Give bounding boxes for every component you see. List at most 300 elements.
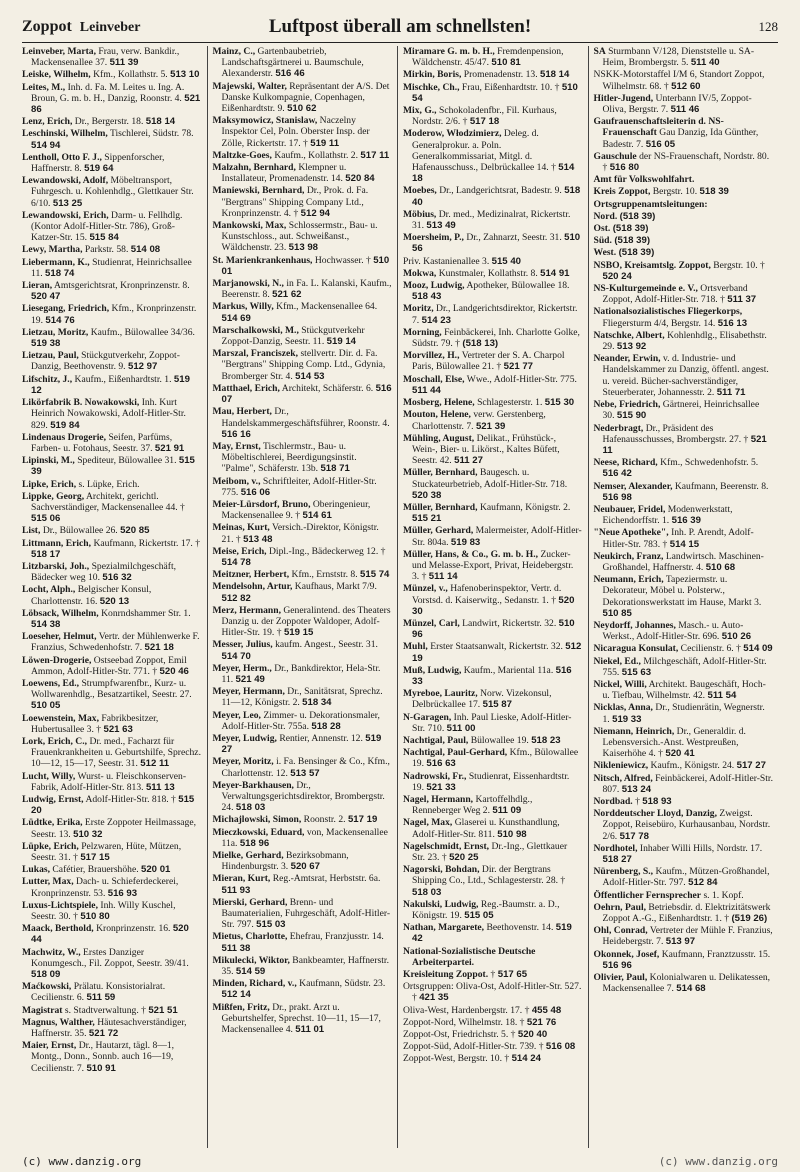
entry-details: Kaufm., Bülowallee 34/36. xyxy=(90,326,195,338)
entry-phone: 518 17 xyxy=(31,548,61,560)
entry-name: Gauschule xyxy=(593,150,637,162)
entry-name: Mix, G., xyxy=(403,105,437,117)
entry-name: Meyer, Ludwig, xyxy=(212,732,277,744)
entry-details: Gartenbaubetrieb, Landschaftsgärtnerei u. Baumschule, Alexanderstr. xyxy=(221,46,364,80)
entry-details: Zucker- und Melasse-Export, Privat, Heidebergstr. 3. † xyxy=(412,548,574,583)
entry-details: Malermeister, Adolf-Hitler-Str. 804a. xyxy=(412,525,582,548)
entry-details: Dr., Studienrätin, Wegnerstr. 1. xyxy=(602,702,765,725)
entry-name: Nathan, Margarete, xyxy=(403,922,485,934)
entry-phone: 518 03 xyxy=(235,802,266,814)
entry-name: Mierski, Gerhard, xyxy=(212,896,288,908)
entry-name: Meyer, Leo, xyxy=(212,709,261,721)
entry-details: Dr., Sanitätsrat, Sprechz. 11—12, Königstr. 2. xyxy=(221,686,383,709)
directory-entry xyxy=(22,736,202,770)
directory-entry xyxy=(594,620,774,642)
entry-phone: 513 98 xyxy=(288,242,318,254)
entry-name: Hitler-Jugend, xyxy=(593,92,654,104)
entry-name: Neydorff, Johannes, xyxy=(593,619,676,631)
directory-entry xyxy=(213,733,393,755)
entry-name: Nadrowski, Fr., xyxy=(403,770,467,782)
directory-entry xyxy=(22,771,202,793)
entry-name: Neubauer, Fridel, xyxy=(593,503,666,515)
directory-entry xyxy=(594,527,774,549)
entry-details: Dr., Bülowallee 26. xyxy=(42,525,118,537)
entry-details: Bankbeamter, Haffnerstr. 35. xyxy=(221,954,389,978)
entry-details: Häutesachverständiger, Haffnerstr. 35. xyxy=(31,1016,187,1040)
entry-phone: 511 40 xyxy=(690,57,720,69)
entry-details: Apotheker, Bülowallee 18. xyxy=(466,280,570,292)
entry-name: Nederbragt, xyxy=(593,422,644,434)
entry-phone: 514 69 xyxy=(221,312,251,324)
entry-phone: 519 12 xyxy=(31,373,190,396)
directory-entry xyxy=(22,69,202,80)
entry-phone: 516 46 xyxy=(275,68,305,80)
entry-name: Malzahn, Bernhard, xyxy=(212,162,296,174)
directory-entry xyxy=(213,278,393,300)
directory-entry xyxy=(22,525,202,536)
entry-phone: 520 47 xyxy=(31,291,61,303)
entry-phone: 518 93 xyxy=(642,796,672,807)
entry-name: National-Sozialistische Deutsche Arbeiterpartei. xyxy=(403,945,536,968)
directory-entry xyxy=(22,244,202,255)
entry-phone: 518 14 xyxy=(145,116,176,128)
entry-name: Muhl, xyxy=(403,641,428,653)
directory-entry xyxy=(22,900,202,922)
entry-name: Nationalsozialistisches Fliegerkorps, xyxy=(593,306,743,318)
directory-entry xyxy=(22,432,202,454)
directory-entry xyxy=(22,631,202,653)
entry-details: der NS-Frauenschaft, Nordstr. 80. † xyxy=(602,150,770,174)
entry-details: Kaufm., Eißenhardtstr. 1. xyxy=(74,373,172,385)
entry-phone: 517 27 xyxy=(736,760,766,772)
entry-details: Kfm., Ernststr. 8. xyxy=(291,569,358,581)
directory-entry xyxy=(403,641,583,663)
directory-entry xyxy=(22,1017,202,1039)
entry-phone: 514 91 xyxy=(540,267,570,279)
directory-entry xyxy=(213,499,393,521)
directory-entry xyxy=(22,303,202,325)
entry-details: Oberingenieur, Mackensenallee 9. † xyxy=(221,498,371,522)
entry-name: Muß, Ludwig, xyxy=(403,664,462,676)
entry-phone: 520 01 xyxy=(141,864,171,876)
entry-phone: 512 19 xyxy=(412,641,582,664)
entry-details: Kunstmaler, Kollathstr. 8. xyxy=(438,267,538,279)
entry-details: Schokoladenfbr., Fil. Kurhaus, Nordstr. 2/6. † xyxy=(412,105,557,128)
entry-name: Mankowski, Max, xyxy=(212,220,287,232)
entry-name: Niekel, Ed., xyxy=(593,655,641,667)
entry-name: Nicaragua Konsulat, xyxy=(593,643,679,655)
entry-details: Spediteur, Bülowallee 31. xyxy=(77,455,177,467)
directory-entry xyxy=(403,209,583,231)
directory-entry xyxy=(213,185,393,219)
entry-name: Nordbad. xyxy=(593,796,633,807)
entry-phone: 518 28 xyxy=(311,720,341,732)
entry-name: Myreboe, Lauritz, xyxy=(403,688,478,700)
entry-phone: 516 80 xyxy=(609,162,640,174)
directory-entry xyxy=(403,69,583,80)
directory-entry xyxy=(594,481,774,503)
entry-phone: 515 03 xyxy=(256,919,286,931)
entry-details: s. Stadtverwaltung. † xyxy=(64,1004,146,1016)
entry-phone: 521 76 xyxy=(526,1016,557,1028)
entry-details: Zimmer- u. Dekorationsmaler, Adolf-Hitler-Str. 755a. xyxy=(221,709,380,732)
entry-details: verw. Gerstenberg, Charlottenstr. 7. xyxy=(412,409,546,432)
entry-details: Versich.-Direktor, Königstr. 21. † xyxy=(221,522,379,545)
entry-details: Dr., Landgerichtsdirektor, Rickertstr. 7. xyxy=(412,303,578,326)
entry-phone: 517 65 xyxy=(497,969,528,981)
entry-details: Dr., Bergerstr. 18. xyxy=(74,116,144,128)
entry-name: Nickel, Willi, xyxy=(593,678,647,690)
entry-name: Müller, Bernhard, xyxy=(403,501,478,513)
entry-details: Milchgeschäft, Adolf-Hitler-Str. 755. xyxy=(602,655,767,678)
entry-phone: 521 49 xyxy=(235,673,265,685)
entry-details: Reg.-Baumstr. a. D., Königstr. 19. xyxy=(412,898,560,922)
entry-details: Kartoffelhdlg., Renneberger Weg 2. xyxy=(412,794,533,817)
entry-phone: 514 53 xyxy=(295,370,325,382)
entry-phone: 518 14 xyxy=(540,69,570,81)
directory-entry xyxy=(403,841,583,863)
entry-details: Ortsverband Zoppot, Adolf-Hitler-Str. 718. † xyxy=(602,283,748,306)
directory-entry xyxy=(213,978,393,1000)
directory-entry xyxy=(403,794,583,816)
entry-phone: 513 24 xyxy=(621,783,652,795)
entry-phone: 511 37 xyxy=(727,294,757,306)
entry-name: Mieczkowski, Eduard, xyxy=(212,826,305,838)
directory-entry xyxy=(22,584,202,606)
directory-entry xyxy=(594,866,774,888)
entry-phone: (519 26) xyxy=(731,913,768,925)
entry-name: St. Marienkrankenhaus, xyxy=(212,254,313,266)
entry-name: Mischke, Ch., xyxy=(403,81,460,93)
entry-details: Inh. Willy Kuschel, Seestr. 30. † xyxy=(31,899,176,923)
entry-phone: 511 44 xyxy=(412,384,441,396)
entry-name: Luxus-Lichtspiele, xyxy=(22,899,98,911)
directory-entry xyxy=(403,185,583,207)
entry-name: Lieran, xyxy=(22,280,53,292)
entry-phone: 517 15 xyxy=(80,852,110,864)
entry-phone: 519 27 xyxy=(221,732,382,756)
entry-name: N-Garagen, xyxy=(403,711,452,723)
directory-entry xyxy=(594,726,774,760)
entry-phone: 512 97 xyxy=(128,361,158,373)
entry-phone: 516 06 xyxy=(240,486,271,498)
entry-phone: 521 72 xyxy=(88,1028,119,1040)
entry-phone: 518 74 xyxy=(45,267,75,279)
entry-name: Leites, M., xyxy=(22,81,66,93)
directory-entry xyxy=(403,735,583,746)
directory-entry xyxy=(594,925,774,947)
directory-entry xyxy=(213,325,393,347)
entry-name: Minden, Richard, v., xyxy=(212,978,297,990)
page-number: 128 xyxy=(758,19,778,34)
entry-name: Markus, Willy, xyxy=(212,301,274,313)
entry-name: Kreis Zoppot, xyxy=(593,186,651,198)
directory-entry xyxy=(213,441,393,475)
entry-phone: 510 26 xyxy=(721,631,752,643)
entry-name: Morvillez, H., xyxy=(403,350,460,362)
directory-entry xyxy=(403,105,583,127)
entry-phone: 519 42 xyxy=(412,922,572,945)
entry-name: Natschke, Albert, xyxy=(593,329,665,341)
entry-name: Maćkowski, xyxy=(22,981,72,993)
directory-entry xyxy=(594,235,774,246)
directory-entry xyxy=(22,561,202,583)
entry-phone: 517 19 xyxy=(347,814,378,826)
entry-phone: 519 11 xyxy=(310,137,340,149)
entry-name: Süd. xyxy=(593,235,612,247)
entry-details: Repräsentant der A/S. Det Danske Kulkompagnie, Copenhagen, Eißenhardtstr. 9. xyxy=(221,80,390,115)
entry-details: Bergstr. 10. † xyxy=(713,259,765,271)
entry-details: Kaufm., Kollathstr. 2. xyxy=(274,149,358,161)
entry-name: Lipinski, M., xyxy=(22,455,75,467)
entry-phone: 521 77 xyxy=(503,361,534,373)
entry-details: Dr., Zahnarzt, Seestr. 31. xyxy=(466,232,562,244)
entry-name: Nebe, Friedrich, xyxy=(593,399,661,411)
directory-entry xyxy=(22,923,202,945)
entry-name: Norddeutscher Lloyd, Danzig, xyxy=(593,808,717,820)
entry-details: NSKK-Motorstaffel I/M 6, Standort Zoppot, Wilhelmstr. 68. † xyxy=(593,69,765,92)
header-slogan: Luftpost überall am schnellsten! xyxy=(268,16,532,37)
entry-name: Oehrn, Paul, xyxy=(593,901,647,913)
entry-phone: 518 23 xyxy=(531,734,561,746)
directory-entry xyxy=(403,899,583,921)
entry-name: Moderow, Włodzimierz, xyxy=(403,128,502,140)
entry-phone: 511 39 xyxy=(109,57,139,69)
directory-entry xyxy=(22,713,202,735)
entry-details: Vertr. der Mühlenwerke F. Franzius, Schwedenhofstr. 7. xyxy=(31,631,200,654)
directory-entry xyxy=(594,949,774,971)
entry-phone: 520 84 xyxy=(345,173,375,185)
directory-entry xyxy=(213,150,393,161)
entry-details: Adolf-Hitler-Str. 818. † xyxy=(85,794,176,805)
entry-phone: 515 40 xyxy=(491,255,521,267)
entry-details: Bergstr. 10. xyxy=(652,186,698,198)
entry-details: Modenwerkstatt, Eichendorffstr. 1. xyxy=(602,503,733,527)
entry-name: Nagorski, Bohdan, xyxy=(403,864,480,876)
entry-details: Amtsgerichtsrat, Kronprinzenstr. 8. xyxy=(54,280,190,292)
directory-entry xyxy=(213,569,393,580)
entry-details: Feinbäckerei, Adolf-Hitler-Str. 807. xyxy=(602,772,773,795)
entry-details: Ortsgruppen: Oliva-Ost, Adolf-Hitler-Str. 527. † xyxy=(403,981,582,1004)
entry-details: stellvertr. Dir. d. Fa. "Bergtrans" Shipping Comp. Ltd., Gdynia, Bromberger Str. 4. xyxy=(221,348,386,382)
directory-entry xyxy=(22,210,202,244)
entry-details: Vertreter der Mühle F. Franzius, Heidebergstr. 7. xyxy=(602,925,773,948)
directory-entry xyxy=(213,301,393,323)
entry-details: Spezialmilchgeschäft, Bädecker weg 10. xyxy=(31,560,177,584)
directory-entry xyxy=(213,931,393,953)
column-2 xyxy=(207,46,398,1148)
directory-entry xyxy=(403,268,583,279)
entry-name: Meyer, Hermann, xyxy=(212,686,285,698)
entry-name: Müller, Gerhard, xyxy=(403,525,474,537)
entry-phone: 518 09 xyxy=(31,969,61,981)
entry-name: Marszal, Franciszek, xyxy=(212,348,299,360)
directory-entry xyxy=(403,128,583,184)
entry-details: Strumpfwarenfbr., Kurz- u. Wollwarenhdlg., Besatzartikel, Seestr. 27. xyxy=(31,677,192,701)
directory-entry xyxy=(22,491,202,525)
entry-details: Klempner u. Installateur, Promenadenstr. 14. xyxy=(221,162,347,185)
entry-name: Miramare G. m. b. H., xyxy=(403,46,495,57)
entry-details: Dach- u. Schieferdeckerei, Kronprinzenstr. 53. xyxy=(31,876,179,899)
directory-entry xyxy=(403,303,583,325)
entry-phone: 513 92 xyxy=(616,341,647,353)
entry-name: Likörfabrik B. Nowakowski, xyxy=(22,397,140,409)
directory-entry xyxy=(213,955,393,977)
directory-entry xyxy=(22,841,202,863)
directory-entry xyxy=(403,409,583,431)
directory-entry xyxy=(22,876,202,898)
column-1 xyxy=(22,46,207,1148)
directory-entry xyxy=(594,353,774,398)
entry-phone: 516 08 xyxy=(545,1041,576,1053)
directory-entry xyxy=(594,199,774,210)
entry-name: Mielke, Gerhard, xyxy=(212,850,284,862)
entry-name: Meier-Lürsdorf, Bruno, xyxy=(212,498,311,510)
entry-phone: 510 62 xyxy=(287,103,317,115)
entry-phone: 511 59 xyxy=(86,992,116,1004)
directory-entry xyxy=(213,476,393,498)
directory-entry xyxy=(403,433,583,467)
entry-name: Ludwig, Ernst, xyxy=(22,794,84,805)
directory-entry xyxy=(594,760,774,771)
directory-entry xyxy=(594,330,774,352)
entry-phone: 513 25 xyxy=(52,197,83,209)
entry-name: Nürenberg, S., xyxy=(593,866,654,878)
entry-details: i. Fa. Bensinger & Co., Kfm., Charlottenstr. 12. xyxy=(221,756,390,779)
entry-phone: 516 98 xyxy=(602,491,632,503)
entry-phone: 514 18 xyxy=(412,162,575,185)
directory-entry xyxy=(22,678,202,712)
entry-name: Lüpke, Erich, xyxy=(22,840,79,852)
entry-name: Nachtigal, Paul, xyxy=(403,734,469,746)
entry-name: Öffentlicher Fernsprecher xyxy=(593,889,702,901)
entry-phone: 515 20 xyxy=(31,794,195,817)
entry-phone: 519 64 xyxy=(84,163,114,175)
entry-details: Pelzwaren, Hüte, Mützen, Seestr. 31. † xyxy=(31,840,182,864)
entry-phone: 514 68 xyxy=(676,983,706,995)
directory-entry xyxy=(213,383,393,405)
entry-name: Meyer-Barkhausen, xyxy=(212,779,294,791)
directory-entry xyxy=(594,399,774,421)
entry-details: Naczelny Inspektor Cel, Poln. Oberster Insp. der Zölle, Rickertstr. 17. † xyxy=(221,115,370,149)
entry-phone: 516 93 xyxy=(107,887,138,899)
entry-phone: 512 14 xyxy=(221,989,251,1001)
directory-entry xyxy=(594,174,774,185)
entry-phone: 521 39 xyxy=(475,420,506,432)
entry-details: Kfm., Kronprinzenstr. 19. xyxy=(31,303,197,326)
entry-details: Prälatu. Konsistorialrat. Cecilienstr. 6. xyxy=(31,981,166,1004)
entry-name: Mirkin, Boris, xyxy=(403,69,462,81)
directory-entry xyxy=(403,688,583,710)
entry-name: Maack, Berthold, xyxy=(22,923,94,935)
entry-details: Darm- u. Fellhdlg. (Kontor Adolf-Hitler-Str. 786), Groß-Katzer-Str. 15. xyxy=(31,209,183,244)
entry-name: Mosberg, Helene, xyxy=(403,397,475,409)
entry-details: Tapeziermstr. u. Dekorateur, Möbel u. Polsterw., Dekorationswerkstatt im Hause, Markt 3. xyxy=(602,574,762,608)
directory-entry xyxy=(22,116,202,127)
entry-phone: 513 10 xyxy=(170,69,200,81)
directory-entry xyxy=(213,873,393,895)
directory-entry xyxy=(403,817,583,839)
entry-name: Meitzner, Herbert, xyxy=(212,569,290,581)
entry-details: Dr., Hautarzt, tägl. 8—1, Montg., Donn., Sonnb. auch 16—19, Cecilienstr. 7. xyxy=(31,1040,175,1074)
directory-entry xyxy=(403,771,583,793)
entry-name: Neese, Richard, xyxy=(593,457,658,469)
directory-entry xyxy=(403,502,583,524)
directory-entry xyxy=(213,546,393,568)
directory-entry xyxy=(403,981,583,1003)
entry-details: Delikat., Frühstück-, Wein-, Bier- u. Likörst., Kaltes Büfett, Seestr. 42. xyxy=(412,432,560,467)
entry-phone: 511 38 xyxy=(221,942,251,954)
entry-name: Locht, Alph., xyxy=(22,584,76,596)
entry-details: Dr., Verwaltungsgerichtsdirektor, Brombergstr. 24. xyxy=(221,779,385,814)
entry-name: Moersheim, P., xyxy=(403,232,464,244)
entry-phone: 520 41 xyxy=(665,748,695,760)
entry-details: Kfm., Mackensenallee 64. xyxy=(276,301,378,313)
entry-details: † xyxy=(490,969,496,981)
entry-details: Kaufmann, Südstr. 23. xyxy=(299,978,386,990)
directory-entry xyxy=(22,128,202,150)
directory-entry xyxy=(594,679,774,701)
entry-name: Liebermann, K., xyxy=(22,256,90,268)
entry-name: Möbius, xyxy=(403,208,437,220)
entry-details: Zoppot-Süd, Adolf-Hitler-Str. 739. † xyxy=(403,1041,544,1053)
directory-entry xyxy=(594,283,774,305)
directory-entry xyxy=(213,255,393,277)
entry-phone: 515 05 xyxy=(464,910,494,922)
entry-details: Zoppot-Ost, Friedrichstr. 5. † xyxy=(403,1029,516,1041)
entry-name: Morning, xyxy=(403,326,442,338)
entry-phone: 516 07 xyxy=(221,382,392,406)
entry-details: Stückgutverkehr Zoppot-Danzig, Seestr. 11. xyxy=(221,324,365,348)
entry-details: Architekt. Baugeschäft, Hoch- u. Tiefbau, Wilhelmstr. 42. xyxy=(602,678,766,702)
entry-details: Wurst- u. Fleischkonserven-Fabrik, Adolf-Hitler-Str. 813. xyxy=(31,770,187,793)
entry-phone: 518 27 xyxy=(602,854,632,866)
entry-phone: 511 13 xyxy=(145,781,175,793)
entry-phone: 518 03 xyxy=(412,886,442,898)
directory-entry xyxy=(213,827,393,849)
entry-details: Fremdenpension, Wäldchenstr. 45/47. xyxy=(412,46,564,69)
entry-name: Liesegang, Friedrich, xyxy=(22,303,110,315)
entry-phone: 511 54 xyxy=(707,690,737,702)
directory-entry xyxy=(22,538,202,560)
directory-entry xyxy=(403,969,583,980)
entry-name: Mikulecki, Wiktor, xyxy=(212,954,290,966)
directory-entry xyxy=(594,972,774,994)
entry-phone: 515 90 xyxy=(616,410,647,422)
entry-details: Generalintend. des Theaters Danzig u. der Zoppoter Waldoper, Adolf-Hitler-Str. 19. † xyxy=(221,604,391,639)
entry-name: "Neue Apotheke", xyxy=(593,527,669,539)
entry-name: Lietzau, Moritz, xyxy=(22,326,89,338)
entry-phone: 514 38 xyxy=(31,618,61,630)
directory-entry xyxy=(403,525,583,547)
entry-details: Erstes Danziger Konumgesch., Fil. Zoppot, Seestr. 39/41. xyxy=(31,946,189,969)
entry-name: Gaufrauenschaftsleiterin d. NS-Frauenschaft xyxy=(593,116,724,139)
directory-entry xyxy=(403,1005,583,1016)
entry-details: Sippenforscher, Haffnerstr. 8. xyxy=(31,151,165,175)
entry-phone: 518 71 xyxy=(320,463,350,475)
directory-entry xyxy=(594,702,774,724)
entry-phone: 517 18 xyxy=(469,116,500,128)
entry-phone: 515 21 xyxy=(412,513,442,525)
entry-phone: 520 67 xyxy=(290,861,320,873)
directory-entry xyxy=(594,93,774,115)
directory-entry xyxy=(403,618,583,640)
entry-phone: 511 46 xyxy=(670,104,700,116)
page-header xyxy=(22,16,778,43)
directory-entry xyxy=(594,773,774,795)
entry-name: Lifschitz, J., xyxy=(22,373,73,385)
directory-entry xyxy=(213,162,393,184)
